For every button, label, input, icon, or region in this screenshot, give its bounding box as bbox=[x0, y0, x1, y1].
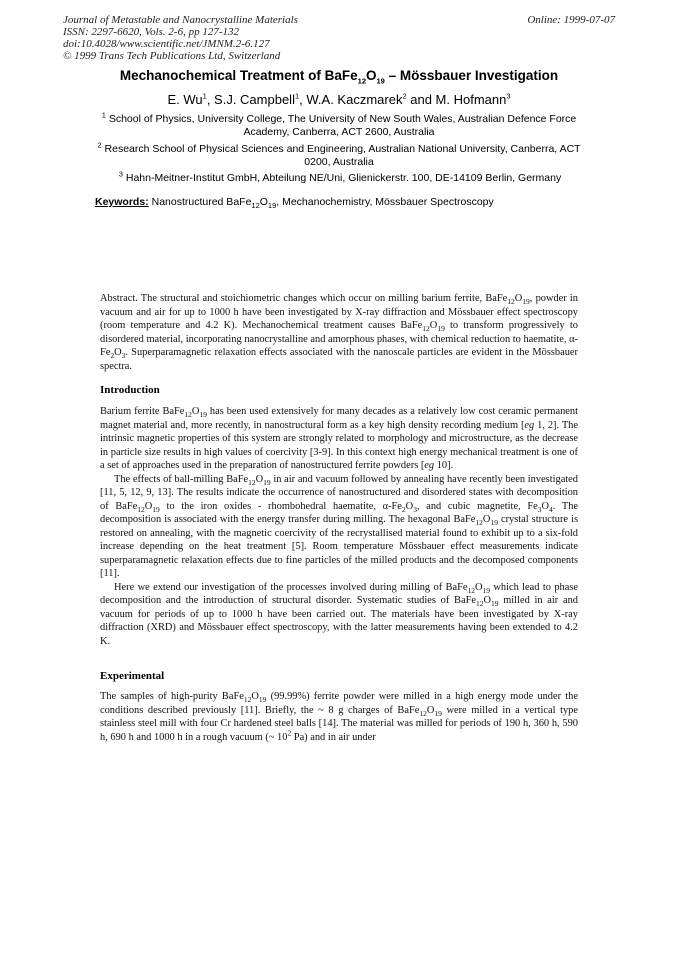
experimental-heading: Experimental bbox=[100, 670, 165, 682]
issn-line: ISSN: 2297-6620, Vols. 2-6, pp 127-132 bbox=[63, 26, 239, 38]
introduction-body bbox=[100, 405, 578, 648]
author-list: E. Wu$^1$, S.J. Campbell$^1$, W.A. Kaczmarek$^2$ and M. Hofmann$^3$ bbox=[167, 91, 511, 107]
experimental-body: The samples of high-purity $BaFe_{12}O_{19}$ (99.99%) ferrite powder were milled in a high energy mode under the conditions described previously [11]. Briefly, the ~ 8 g charges of $BaFe_{12}O_{19}$ were milled in a vertical type stainless steel mill with four Cr hardened steel balls [14]. The material was milled for periods of 190 h, 360 h, 590 h, 690 h and 1000 h in a rough vacuum (~ $10^2$ Pa) and in air under bbox=[100, 691, 578, 743]
affiliation-3: $^3$ Hahn-Meitner-Institut GmbH, Abteilung NE/Uni, Glienickerstr. 100, DE-14109 Berlin, Germany bbox=[118, 169, 562, 184]
intro-paragraph-3: Here we extend our investigation of the processes involved during milling of $BaFe_{12}O_{19}$ which lead to phase decomposition and the introduction of structural disorder. Systematic studies of $BaFe_{12}O_{19}$ milled in air and vacuum for periods of up to 1000 h have been carried out. The materials have been investigated by X-ray diffraction (XRD) and Mössbauer effect spectroscopy, with the latter measurements having been extended to 4.2 K. bbox=[100, 581, 578, 647]
affiliation-2: $^2$ Research School of Physical Sciences and Engineering, Australian National University, Canberra, ACT 0200, Australia bbox=[97, 140, 581, 168]
intro-paragraph-1: Barium ferrite $BaFe_{12}O_{19}$ has been used extensively for many decades as a relatively low cost ceramic permanent magnet material and, more recently, in nanostructural form as a key high density recording medium [eg 1, 2]. The intrinsic magnetic properties of this system are strongly related to morphology and microstructure, as the decrease in particle size results in high values of coercivity [3-9]. In this context high energy mechanical treatment is one of a set of approaches used in the preparation of nanostructured ferrite powders [eg 10]. bbox=[100, 406, 578, 471]
paper-title: Mechanochemical Treatment of $BaFe_{12}O_{19}$ – Mössbauer Investigation bbox=[119, 68, 559, 86]
copyright-line: © 1999 Trans Tech Publications Ltd, Switzerland bbox=[63, 50, 281, 62]
abstract-paragraph: Abstract. The structural and stoichiometric changes which occur on milling barium ferrite, $BaFe_{12}O_{19}$, powder in vacuum and air for up to 1000 h have been investigated by X-ray diffraction and Mössbauer effect spectroscopy (room temperature and 4.2 K). Mechanochemical treatment causes $BaFe_{12}O_{19}$ to transform progressively to disordered material, incorporating nanocrystalline and amorphous phases, with chemical reduction to haematite, $\alpha-Fe_2O_3$. Superparamagnetic relaxation effects associated with the nanoscale particles are evident in the Mössbauer spectra. bbox=[100, 293, 578, 372]
journal-name: Journal of Metastable and Nanocrystalline Materials bbox=[63, 14, 298, 26]
intro-paragraph-2: The effects of ball-milling $BaFe_{12}O_{19}$ in air and vacuum followed by annealing have recently been investigated [11, 5, 12, 9, 13]. The results indicate the occurrence of nanostructured and disordered states with decomposition of $BaFe_{12}O_{19}$ to the iron oxides - rhombohedral haematite, $\alpha-Fe_2O_3$, and cubic magnetite, $Fe_3O_4$. The decomposition is associated with the energy transfer during milling. The hexagonal $BaFe_{12}O_{19}$ crystal structure is restored on annealing, with the magnetic coercivity of the recrystallised material found to exhibit up to a six-fold increase depending on the heat treatment [5]. Room temperature Mössbauer effect measurements indicate superparamagnetic relaxation effects due to fine particles of the milled products and the decomposed components [11]. bbox=[100, 473, 578, 579]
online-date: Online: 1999-07-07 bbox=[527, 14, 615, 26]
keywords: Keywords: Nanostructured $BaFe_{12}O_{19}$, Mechanochemistry, Mössbauer Spectroscopy bbox=[95, 196, 494, 211]
introduction-heading: Introduction bbox=[100, 384, 160, 396]
journal-header bbox=[63, 14, 443, 62]
doi-line: doi:10.4028/www.scientific.net/JMNM.2-6.127 bbox=[63, 38, 270, 50]
keywords-label: Keywords: bbox=[95, 196, 149, 208]
affiliation-1: $^1$ School of Physics, University College, The University of New South Wales, Australian Defence Force Academy, Canberra, ACT 2600, Australia bbox=[101, 110, 577, 138]
